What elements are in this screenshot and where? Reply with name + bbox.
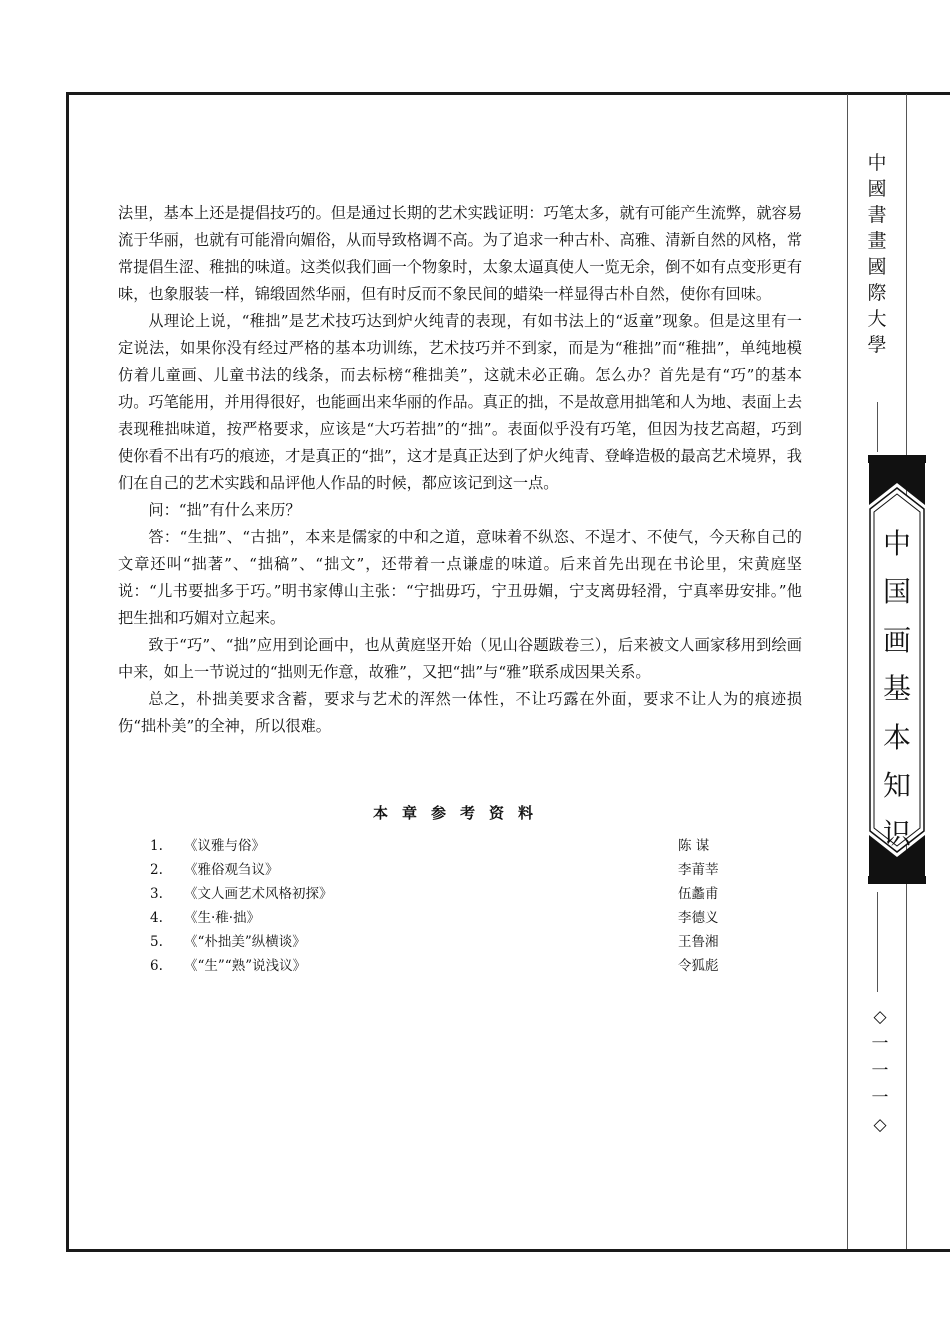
reference-author: 李德义 bbox=[678, 910, 719, 926]
reference-number: 5. bbox=[150, 934, 163, 950]
publisher-char: 國 bbox=[867, 256, 887, 278]
page-number bbox=[862, 1004, 898, 1139]
book-title bbox=[870, 520, 924, 859]
book-title-band-bottom bbox=[868, 876, 926, 884]
paragraph: 致于“巧”、“拙”应用到论画中，也从黄庭坚开始（见山谷题跋卷三），后来被文人画家移用到绘画中来，如上一节说过的“拙则无作意，故雅”，又把“拙”与“雅”联系成因果关系。 bbox=[118, 636, 802, 681]
reference-author: 李莆莘 bbox=[678, 862, 719, 878]
reference-author: 令狐彪 bbox=[678, 958, 719, 974]
page-frame-top bbox=[66, 92, 950, 95]
book-title-char: 知 bbox=[882, 769, 911, 803]
reference-author: 王鲁湘 bbox=[678, 934, 719, 950]
reference-author: 陈 谋 bbox=[678, 838, 710, 854]
page-frame-bottom bbox=[66, 1249, 950, 1252]
page-number-ornament: ◇ bbox=[873, 1007, 887, 1027]
paragraph: 法里，基本上还是提倡技巧的。但是通过长期的艺术实践证明：巧笔太多，就有可能产生流弊，就容易流于华丽，也就有可能滑向媚俗，从而导致格调不高。为了追求一种古朴、高雅、清新自然的风格，常常提倡生涩、稚拙的味道。这类似我们画一个物象时，太象太逼真使人一览无余，倒不如有点变形更有味，也象服装一样，锦缎固然华丽，但有时反而不象民间的蜡染一样显得古朴自然，使你有回味。 bbox=[118, 204, 802, 303]
reference-item bbox=[150, 930, 750, 954]
publisher-vertical-title bbox=[859, 150, 895, 358]
book-title-char: 本 bbox=[882, 720, 911, 754]
book-title-char: 基 bbox=[882, 672, 911, 706]
page-number-char: 一 bbox=[871, 1061, 889, 1081]
book-title-char: 国 bbox=[882, 575, 911, 609]
sidebar-divider bbox=[877, 402, 878, 452]
references-heading: 本章参考资料 bbox=[372, 804, 547, 822]
reference-title: 《议雅与俗》 bbox=[184, 838, 265, 854]
page-number-ornament: ◇ bbox=[873, 1115, 887, 1135]
reference-item bbox=[150, 858, 750, 882]
reference-number: 4. bbox=[150, 910, 163, 926]
reference-number: 3. bbox=[150, 886, 163, 902]
publisher-char: 書 bbox=[867, 204, 887, 226]
reference-number: 1. bbox=[150, 838, 163, 854]
reference-title: 《生·稚·拙》 bbox=[184, 910, 261, 926]
book-title-char: 识 bbox=[882, 817, 911, 851]
body-text bbox=[118, 200, 802, 740]
question-paragraph: 问：“拙”有什么来历？ bbox=[148, 501, 301, 519]
reference-title: 《文人画艺术风格初探》 bbox=[184, 886, 333, 902]
sidebar-divider bbox=[877, 892, 878, 992]
reference-number: 2. bbox=[150, 862, 163, 878]
paragraph: 总之，朴拙美要求含蓄，要求与艺术的浑然一体性，不让巧露在外面，要求不让人为的痕迹损伤“拙朴美”的全神，所以很难。 bbox=[118, 690, 802, 735]
book-title-char: 画 bbox=[882, 623, 911, 657]
publisher-char: 中 bbox=[867, 152, 887, 174]
answer-paragraph: 答：“生拙”、“古拙”，本来是儒家的中和之道，意味着不纵恣、不逞才、不使气，今天称自己的文章还叫“拙著”、“拙稿”、“拙文”，还带着一点谦虚的味道。后来首先出现在书论里，宋黄庭坚说：“儿书要拙多于巧。”明书家傅山主张：“宁拙毋巧，宁丑毋媚，宁支离毋轻滑，宁真率毋安排。”他把生拙和巧媚对立起来。 bbox=[118, 528, 802, 627]
references-list bbox=[150, 834, 750, 978]
reference-item bbox=[150, 906, 750, 930]
page-number-char: 一 bbox=[871, 1034, 889, 1054]
book-title-char: 中 bbox=[882, 527, 911, 560]
page-frame-left bbox=[66, 92, 69, 1252]
reference-author: 伍蠡甫 bbox=[678, 886, 719, 902]
reference-title: 《“生”“熟”说浅议》 bbox=[184, 958, 307, 974]
sidebar-rule-inner bbox=[847, 94, 848, 1249]
reference-item bbox=[150, 954, 750, 978]
reference-title: 《“朴拙美”纵横谈》 bbox=[184, 934, 306, 950]
reference-item bbox=[150, 882, 750, 906]
book-title-band-top bbox=[868, 455, 926, 463]
reference-item bbox=[150, 834, 750, 858]
publisher-char: 際 bbox=[867, 282, 887, 304]
reference-number: 6. bbox=[150, 958, 163, 974]
publisher-char: 學 bbox=[867, 334, 887, 356]
publisher-char: 大 bbox=[867, 308, 887, 330]
publisher-char: 國 bbox=[867, 178, 887, 200]
publisher-char: 畫 bbox=[867, 230, 887, 252]
paragraph: 从理论上说，“稚拙”是艺术技巧达到炉火纯青的表现，有如书法上的“返童”现象。但是这里有一定说法，如果你没有经过严格的基本功训练，艺术技巧并不到家，而是为“稚拙”而“稚拙”，单纯地模仿着儿童画、儿童书法的线条，而去标榜“稚拙美”，这就未必正确。怎么办？首先是有“巧”的基本功。巧笔能用，并用得很好，也能画出来华丽的作品。真正的拙，不是故意用拙笔和人为地、表面上去表现稚拙味道，按严格要求，应该是“大巧若拙”的“拙”。表面似乎没有巧笔，但因为技艺高超，巧到使你看不出有巧的痕迹，才是真正的“拙”，这才是真正达到了炉火纯青、登峰造极的最高艺术境界，我们在自己的艺术实践和品评他人作品的时候，都应该记到这一点。 bbox=[118, 312, 802, 492]
page-number-char: 一 bbox=[871, 1088, 889, 1108]
reference-title: 《雅俗观刍议》 bbox=[184, 862, 279, 878]
